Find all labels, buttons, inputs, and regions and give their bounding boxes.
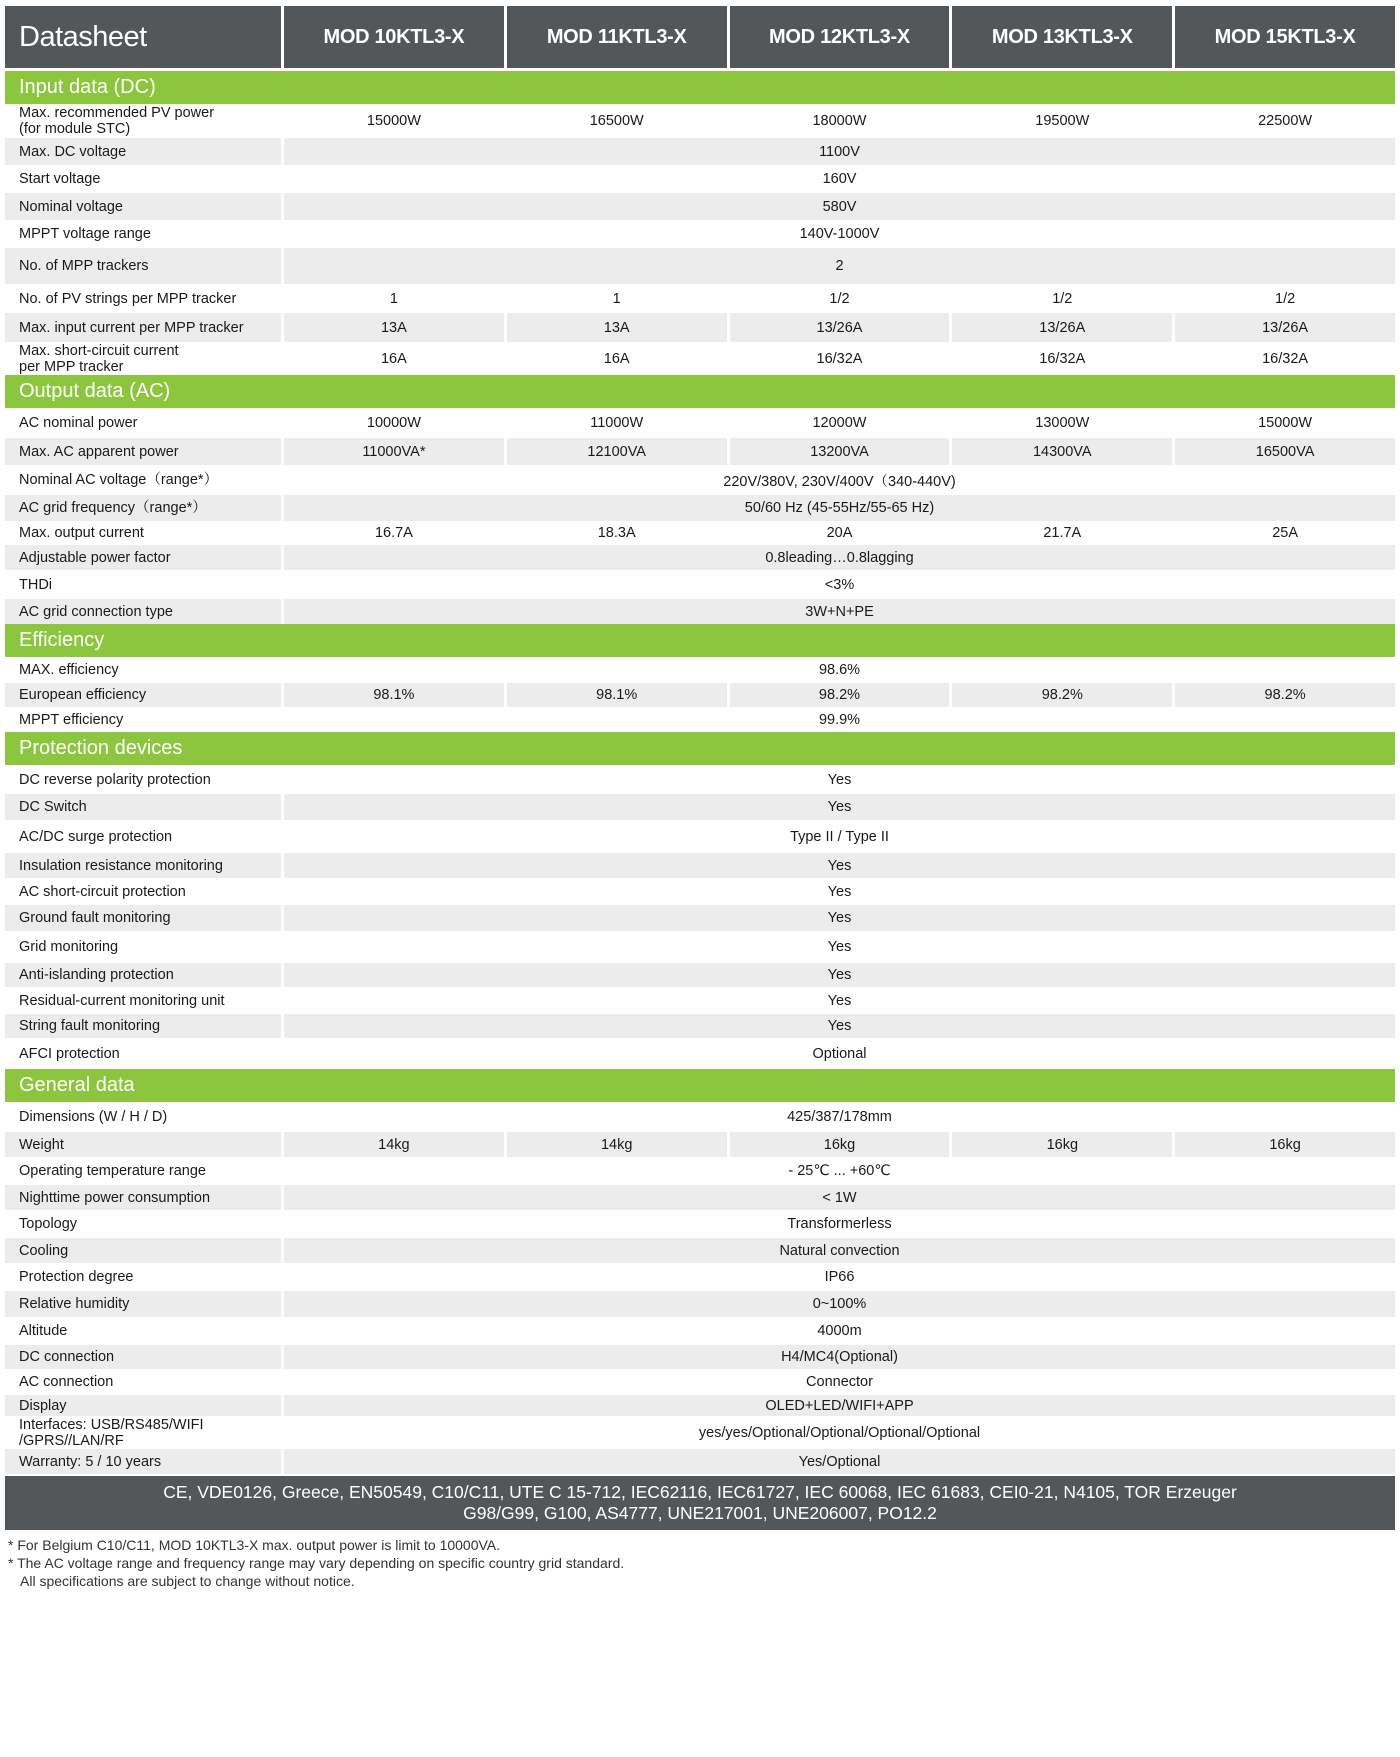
spec-label: MAX. efficiency bbox=[5, 657, 281, 683]
spec-label: Max. AC apparent power bbox=[5, 438, 281, 465]
spec-label: Display bbox=[5, 1395, 281, 1416]
spec-label: Max. input current per MPP tracker bbox=[5, 313, 281, 342]
spec-value: 14kg bbox=[507, 1132, 727, 1157]
spec-value: Yes bbox=[284, 765, 1395, 794]
spec-value: 13/26A bbox=[952, 313, 1172, 342]
spec-value: yes/yes/Optional/Optional/Optional/Optional bbox=[284, 1416, 1395, 1449]
spec-row bbox=[5, 1317, 1395, 1345]
spec-label: AC short-circuit protection bbox=[5, 878, 281, 905]
spec-value: 98.2% bbox=[1175, 683, 1395, 707]
spec-value: 16500VA bbox=[1175, 438, 1395, 465]
spec-row bbox=[5, 1263, 1395, 1291]
spec-row bbox=[5, 408, 1395, 438]
spec-row bbox=[5, 1157, 1395, 1185]
certifications-line: G98/G99, G100, AS4777, UNE217001, UNE206007, PO12.2 bbox=[463, 1503, 937, 1523]
spec-label: Max. recommended PV power (for module STC) bbox=[5, 104, 281, 138]
spec-value: 98.2% bbox=[730, 683, 950, 707]
spec-row bbox=[5, 138, 1395, 165]
spec-label: Ground fault monitoring bbox=[5, 905, 281, 931]
spec-value: 580V bbox=[284, 193, 1395, 220]
spec-value: Yes bbox=[284, 1014, 1395, 1038]
spec-value: 14300VA bbox=[952, 438, 1172, 465]
spec-label: Grid monitoring bbox=[5, 931, 281, 963]
spec-value: H4/MC4(Optional) bbox=[284, 1345, 1395, 1369]
spec-value: Yes bbox=[284, 931, 1395, 963]
spec-table bbox=[2, 6, 1398, 1474]
spec-value: - 25℃ ... +60℃ bbox=[284, 1157, 1395, 1185]
spec-label: MPPT efficiency bbox=[5, 707, 281, 732]
spec-row bbox=[5, 165, 1395, 193]
spec-row bbox=[5, 1291, 1395, 1317]
spec-value: 0.8leading…0.8lagging bbox=[284, 545, 1395, 570]
spec-row bbox=[5, 905, 1395, 931]
spec-value: 140V-1000V bbox=[284, 220, 1395, 248]
spec-row bbox=[5, 438, 1395, 465]
spec-value: 160V bbox=[284, 165, 1395, 193]
spec-value: Type II / Type II bbox=[284, 820, 1395, 853]
spec-value: 220V/380V, 230V/400V（340-440V) bbox=[284, 465, 1395, 495]
spec-value: Yes bbox=[284, 878, 1395, 905]
spec-value: 15000W bbox=[1175, 408, 1395, 438]
spec-label: AFCI protection bbox=[5, 1038, 281, 1069]
spec-value: Yes bbox=[284, 987, 1395, 1014]
spec-label: AC/DC surge protection bbox=[5, 820, 281, 853]
spec-value: 21.7A bbox=[952, 521, 1172, 545]
spec-value: 13A bbox=[507, 313, 727, 342]
spec-label: No. of MPP trackers bbox=[5, 248, 281, 284]
spec-value: < 1W bbox=[284, 1185, 1395, 1210]
spec-row bbox=[5, 465, 1395, 495]
spec-value: 10000W bbox=[284, 408, 504, 438]
spec-value: 16A bbox=[507, 342, 727, 375]
spec-value: 18.3A bbox=[507, 521, 727, 545]
spec-value: 16kg bbox=[1175, 1132, 1395, 1157]
spec-label: Cooling bbox=[5, 1238, 281, 1263]
spec-row bbox=[5, 1395, 1395, 1416]
spec-row bbox=[5, 284, 1395, 313]
spec-value: 13000W bbox=[952, 408, 1172, 438]
section-header bbox=[5, 375, 1395, 408]
spec-label: Dimensions (W / H / D) bbox=[5, 1102, 281, 1132]
spec-label: Max. short-circuit current per MPP tracker bbox=[5, 342, 281, 375]
spec-row bbox=[5, 1369, 1395, 1395]
spec-value: Yes bbox=[284, 794, 1395, 820]
header-row bbox=[5, 6, 1395, 71]
section-header bbox=[5, 1069, 1395, 1102]
spec-label: AC nominal power bbox=[5, 408, 281, 438]
spec-value: 20A bbox=[730, 521, 950, 545]
footnote: * The AC voltage range and frequency range may vary depending on specific country grid standard. bbox=[8, 1555, 625, 1571]
spec-row bbox=[5, 521, 1395, 545]
spec-value: Yes bbox=[284, 853, 1395, 878]
spec-value: 2 bbox=[284, 248, 1395, 284]
spec-value: 99.9% bbox=[284, 707, 1395, 732]
spec-row bbox=[5, 313, 1395, 342]
spec-label: DC reverse polarity protection bbox=[5, 765, 281, 794]
section-header bbox=[5, 624, 1395, 657]
spec-value: 22500W bbox=[1175, 104, 1395, 138]
spec-value: 13/26A bbox=[730, 313, 950, 342]
model-header: MOD 10KTL3-X bbox=[284, 6, 504, 71]
datasheet-title: Datasheet bbox=[5, 6, 281, 71]
spec-label: Topology bbox=[5, 1210, 281, 1238]
spec-row bbox=[5, 707, 1395, 732]
spec-row bbox=[5, 683, 1395, 707]
spec-label: String fault monitoring bbox=[5, 1014, 281, 1038]
spec-value: 1100V bbox=[284, 138, 1395, 165]
spec-label: Relative humidity bbox=[5, 1291, 281, 1317]
spec-label: AC grid frequency（range*） bbox=[5, 495, 281, 521]
spec-value: <3% bbox=[284, 570, 1395, 599]
model-header: MOD 12KTL3-X bbox=[730, 6, 950, 71]
spec-value: Transformerless bbox=[284, 1210, 1395, 1238]
spec-label: Operating temperature range bbox=[5, 1157, 281, 1185]
spec-row bbox=[5, 987, 1395, 1014]
spec-value: 50/60 Hz (45-55Hz/55-65 Hz) bbox=[284, 495, 1395, 521]
spec-value: 11000W bbox=[507, 408, 727, 438]
spec-value: 16kg bbox=[952, 1132, 1172, 1157]
spec-row bbox=[5, 657, 1395, 683]
spec-row bbox=[5, 248, 1395, 284]
spec-value: 13/26A bbox=[1175, 313, 1395, 342]
spec-label: Altitude bbox=[5, 1317, 281, 1345]
spec-value: 14kg bbox=[284, 1132, 504, 1157]
spec-value: 13200VA bbox=[730, 438, 950, 465]
spec-row bbox=[5, 193, 1395, 220]
spec-row bbox=[5, 220, 1395, 248]
spec-value: 13A bbox=[284, 313, 504, 342]
spec-label: Max. output current bbox=[5, 521, 281, 545]
spec-value: 4000m bbox=[284, 1317, 1395, 1345]
spec-row bbox=[5, 878, 1395, 905]
spec-row bbox=[5, 1132, 1395, 1157]
spec-value: 1 bbox=[507, 284, 727, 313]
spec-label: MPPT voltage range bbox=[5, 220, 281, 248]
spec-row bbox=[5, 599, 1395, 624]
spec-row bbox=[5, 1449, 1395, 1474]
model-header: MOD 13KTL3-X bbox=[952, 6, 1172, 71]
spec-row bbox=[5, 495, 1395, 521]
spec-value: 98.1% bbox=[284, 683, 504, 707]
section-title: Protection devices bbox=[5, 732, 1395, 765]
spec-value: 3W+N+PE bbox=[284, 599, 1395, 624]
spec-row bbox=[5, 1014, 1395, 1038]
spec-label: Interfaces: USB/RS485/WIFI /GPRS//LAN/RF bbox=[5, 1416, 281, 1449]
spec-row bbox=[5, 1345, 1395, 1369]
spec-value: 12000W bbox=[730, 408, 950, 438]
spec-row bbox=[5, 931, 1395, 963]
spec-value: 12100VA bbox=[507, 438, 727, 465]
spec-value: 16/32A bbox=[952, 342, 1172, 375]
spec-label: THDi bbox=[5, 570, 281, 599]
spec-value: 16/32A bbox=[1175, 342, 1395, 375]
spec-value: 16500W bbox=[507, 104, 727, 138]
footnote: All specifications are subject to change without notice. bbox=[20, 1573, 355, 1589]
spec-row bbox=[5, 765, 1395, 794]
spec-value: 98.6% bbox=[284, 657, 1395, 683]
spec-value: 16/32A bbox=[730, 342, 950, 375]
spec-label: Anti-islanding protection bbox=[5, 963, 281, 987]
spec-label: Start voltage bbox=[5, 165, 281, 193]
section-title: Output data (AC) bbox=[5, 375, 1395, 408]
section-header bbox=[5, 732, 1395, 765]
spec-row bbox=[5, 1416, 1395, 1449]
spec-body bbox=[5, 71, 1395, 1474]
spec-label: Residual-current monitoring unit bbox=[5, 987, 281, 1014]
spec-value: 16.7A bbox=[284, 521, 504, 545]
spec-row bbox=[5, 820, 1395, 853]
spec-row bbox=[5, 545, 1395, 570]
spec-value: 15000W bbox=[284, 104, 504, 138]
spec-value: 1/2 bbox=[730, 284, 950, 313]
spec-row bbox=[5, 1185, 1395, 1210]
spec-row bbox=[5, 853, 1395, 878]
spec-row bbox=[5, 570, 1395, 599]
spec-row bbox=[5, 1210, 1395, 1238]
spec-label: Nominal voltage bbox=[5, 193, 281, 220]
spec-label: Nominal AC voltage（range*） bbox=[5, 465, 281, 495]
spec-label: No. of PV strings per MPP tracker bbox=[5, 284, 281, 313]
spec-label: Max. DC voltage bbox=[5, 138, 281, 165]
spec-value: 98.2% bbox=[952, 683, 1172, 707]
spec-value: IP66 bbox=[284, 1263, 1395, 1291]
model-header: MOD 11KTL3-X bbox=[507, 6, 727, 71]
certifications-line: CE, VDE0126, Greece, EN50549, C10/C11, UTE C 15-712, IEC62116, IEC61727, IEC 60068, IEC 61683, CEI0-21, N4105, TOR Erzeuger bbox=[163, 1482, 1237, 1502]
spec-value: 1 bbox=[284, 284, 504, 313]
spec-value: 16kg bbox=[730, 1132, 950, 1157]
spec-label: European efficiency bbox=[5, 683, 281, 707]
spec-label: Weight bbox=[5, 1132, 281, 1157]
spec-value: 11000VA* bbox=[284, 438, 504, 465]
spec-value: Yes bbox=[284, 905, 1395, 931]
spec-row bbox=[5, 1238, 1395, 1263]
spec-row bbox=[5, 1038, 1395, 1069]
spec-label: AC connection bbox=[5, 1369, 281, 1395]
section-header bbox=[5, 71, 1395, 104]
spec-value: 0~100% bbox=[284, 1291, 1395, 1317]
spec-value: 98.1% bbox=[507, 683, 727, 707]
spec-row bbox=[5, 794, 1395, 820]
spec-label: AC grid connection type bbox=[5, 599, 281, 624]
spec-row bbox=[5, 963, 1395, 987]
model-header: MOD 15KTL3-X bbox=[1175, 6, 1395, 71]
spec-value: 1/2 bbox=[1175, 284, 1395, 313]
spec-value: 25A bbox=[1175, 521, 1395, 545]
spec-value: 16A bbox=[284, 342, 504, 375]
spec-value: 19500W bbox=[952, 104, 1172, 138]
spec-value: Natural convection bbox=[284, 1238, 1395, 1263]
spec-value: 1/2 bbox=[952, 284, 1172, 313]
footnote: * For Belgium C10/C11, MOD 10KTL3-X max. output power is limit to 10000VA. bbox=[8, 1537, 501, 1553]
spec-label: DC Switch bbox=[5, 794, 281, 820]
spec-value: 18000W bbox=[730, 104, 950, 138]
section-title: Efficiency bbox=[5, 624, 1395, 657]
spec-label: Nighttime power consumption bbox=[5, 1185, 281, 1210]
spec-label: Warranty: 5 / 10 years bbox=[5, 1449, 281, 1474]
spec-label: Insulation resistance monitoring bbox=[5, 853, 281, 878]
spec-label: Adjustable power factor bbox=[5, 545, 281, 570]
spec-row bbox=[5, 342, 1395, 375]
spec-label: DC connection bbox=[5, 1345, 281, 1369]
spec-row bbox=[5, 104, 1395, 138]
spec-value: OLED+LED/WIFI+APP bbox=[284, 1395, 1395, 1416]
datasheet bbox=[5, 0, 1395, 1590]
footnotes bbox=[5, 1536, 1395, 1590]
spec-value: Yes/Optional bbox=[284, 1449, 1395, 1474]
spec-label: Protection degree bbox=[5, 1263, 281, 1291]
spec-row bbox=[5, 1102, 1395, 1132]
spec-value: Connector bbox=[284, 1369, 1395, 1395]
section-title: General data bbox=[5, 1069, 1395, 1102]
certifications-bar bbox=[5, 1476, 1395, 1530]
spec-value: 425/387/178mm bbox=[284, 1102, 1395, 1132]
section-title: Input data (DC) bbox=[5, 71, 1395, 104]
spec-value: Yes bbox=[284, 963, 1395, 987]
spec-value: Optional bbox=[284, 1038, 1395, 1069]
